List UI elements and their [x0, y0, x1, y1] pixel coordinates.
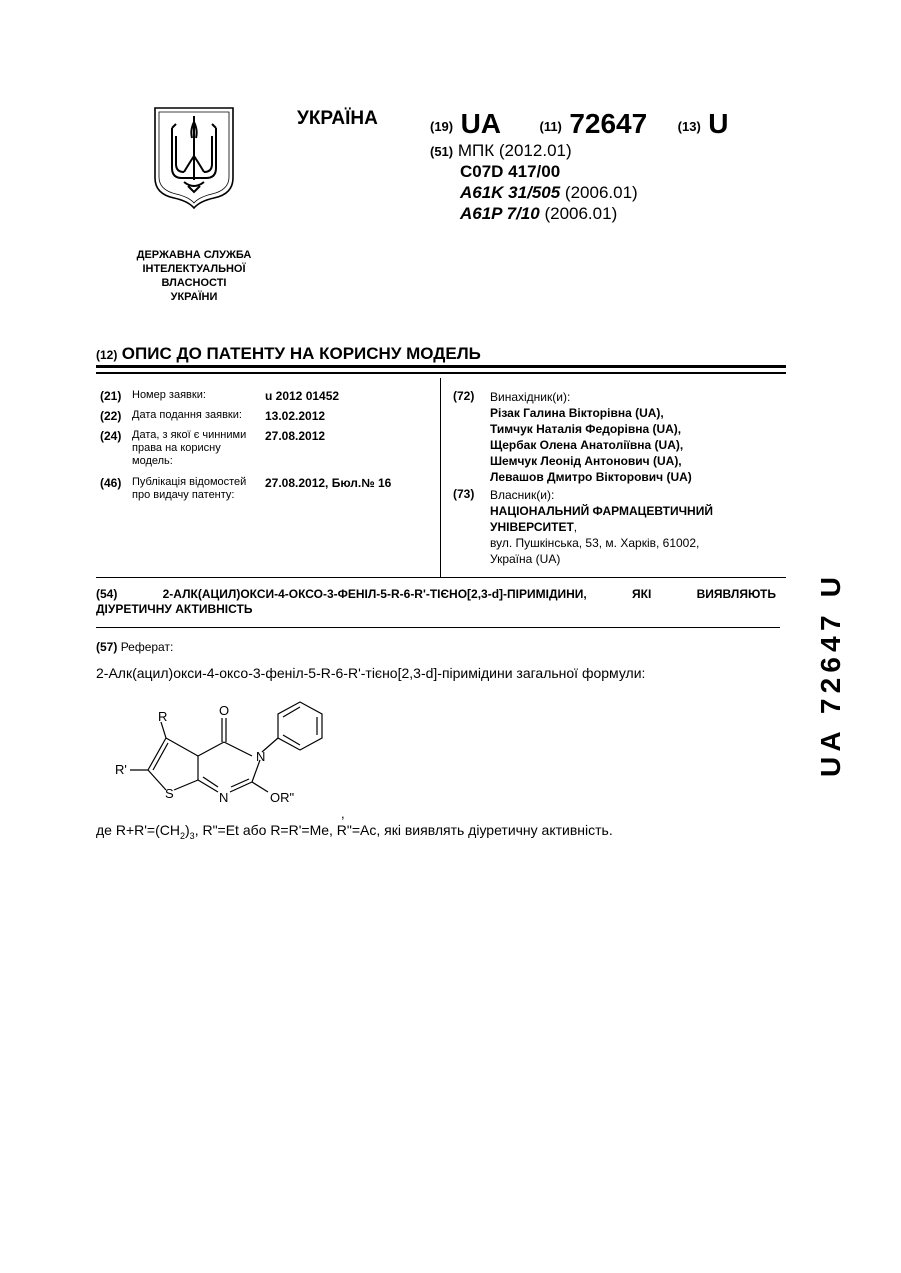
inventor-name: Левашов Дмитро Вікторович (UA) [490, 470, 692, 484]
document-kind: U [708, 108, 729, 139]
abstract-label: Реферат: [120, 640, 174, 654]
bib-label: Публікація відомостей про видачу патенту: [132, 476, 247, 501]
owner-name-line: УНІВЕРСИТЕТ [490, 520, 574, 534]
inventor-name: Різак Галина Вікторівна (UA), [490, 406, 664, 420]
owner-name-line: НАЦІОНАЛЬНИЙ ФАРМАЦЕВТИЧНИЙ [490, 504, 713, 518]
document-title [96, 344, 481, 364]
formula-label-s: S [165, 786, 174, 801]
definition-text: де R+R'=(CH [96, 822, 180, 838]
definition-subscript: 2 [179, 830, 185, 841]
definition-text: ) [185, 822, 190, 838]
code-19-label: (19) [430, 119, 454, 134]
agency-line: ВЛАСНОСТІ [161, 277, 227, 289]
code-54-label: (54) [96, 587, 118, 601]
country-code: UA [460, 108, 502, 139]
patent-number: 72647 [569, 108, 648, 139]
formula-label-r-prime: R' [115, 762, 127, 777]
application-number: u 2012 01452 [265, 389, 340, 403]
inventors-block [490, 389, 692, 485]
agency-line: ІНТЕЛЕКТУАЛЬНОЇ [142, 263, 246, 275]
code-72-label: (72) [453, 389, 475, 403]
definition-text: , R"=Et або R=R'=Me, R"=Ac, які виявлять діуретичну активність. [194, 822, 613, 838]
formula-label-o: O [219, 703, 230, 718]
ipc-class [460, 204, 617, 224]
ipc-class-code: A61P 7/10 [460, 204, 540, 223]
code-12-label: (12) [96, 348, 118, 362]
side-patent-code [808, 575, 848, 780]
formula-label-or: OR" [270, 790, 295, 805]
agency-name [114, 248, 274, 304]
owner-name-comma: , [573, 520, 578, 534]
publication-date: 27.08.2012, Бюл.№ 16 [265, 476, 392, 490]
inventor-name: Тимчук Наталія Федорівна (UA), [490, 422, 682, 436]
chemical-structure [106, 698, 346, 808]
owner-label: Власник(и): [490, 488, 555, 502]
invention-title-word: 2-АЛК(АЦИЛ)ОКСИ-4-ОКСО-3-ФЕНІЛ-5-R-6-R'-ТІЄНО[2,3-d]-ПІРИМІДИНИ, [162, 587, 587, 601]
owner-address-line: Україна (UA) [490, 552, 561, 566]
ipc-header [430, 141, 572, 161]
code-11-label: (11) [539, 119, 562, 134]
bib-rule [96, 577, 786, 578]
inventor-name: Щербак Олена Анатоліївна (UA), [490, 438, 684, 452]
bib-label: Дата, з якої є чинними права на корисну модель: [132, 429, 247, 467]
inventor-name: Шемчук Леонід Антонович (UA), [490, 454, 682, 468]
formula-label-r: R [158, 709, 168, 724]
abstract-definition [96, 822, 613, 841]
agency-line: УКРАЇНИ [170, 291, 218, 303]
bib-code: (24) [100, 429, 122, 443]
invention-title-word: ВИЯВЛЯЮТЬ [696, 587, 776, 601]
ipc-title: МПК (2012.01) [457, 141, 572, 160]
ipc-class [460, 162, 560, 182]
title-rule-thin [96, 372, 786, 374]
ipc-class-code: C07D 417/00 [460, 162, 561, 181]
abstract-heading [96, 640, 173, 654]
ipc-class-code: A61K 31/505 [460, 183, 561, 202]
invention-title [96, 587, 776, 617]
abstract-text: 2-Алк(ацил)окси-4-оксо-3-феніл-5-R-6-R'-тієно[2,3-d]-піримідини загальної формули: [96, 665, 646, 681]
ipc-class-date: (2006.01) [564, 183, 638, 202]
code-57-label: (57) [96, 640, 118, 654]
code-51-label: (51) [430, 144, 454, 159]
code-73-label: (73) [453, 487, 475, 501]
invention-title-word: ЯКІ [632, 587, 652, 601]
side-patent-code-text: UA 72647 U [815, 577, 846, 777]
country-name: УКРАЇНА [297, 108, 378, 129]
ipc-class-date: (2006.01) [544, 204, 618, 223]
invention-title-line2: ДІУРЕТИЧНУ АКТИВНІСТЬ [96, 602, 253, 616]
filing-date: 13.02.2012 [265, 409, 326, 423]
agency-line: ДЕРЖАВНА СЛУЖБА [136, 249, 252, 261]
bib-code: (21) [100, 389, 122, 403]
title-bottom-rule [96, 627, 780, 628]
title-rule-thick [96, 365, 786, 368]
formula-comma: , [341, 806, 345, 821]
definition-subscript: 3 [189, 830, 195, 841]
publication-codes [430, 108, 728, 140]
column-divider [440, 378, 441, 578]
owner-address-line: вул. Пушкінська, 53, м. Харків, 61002, [490, 536, 700, 550]
inventors-label: Винахідник(и): [490, 390, 571, 404]
bib-code: (46) [100, 476, 122, 490]
code-13-label: (13) [677, 119, 701, 134]
owner-block [490, 487, 713, 567]
coat-of-arms-icon [152, 106, 236, 210]
bib-code: (22) [100, 409, 122, 423]
bib-label: Дата подання заявки: [132, 409, 242, 421]
bib-label: Номер заявки: [132, 389, 206, 401]
ipc-class [460, 183, 638, 203]
effective-date: 27.08.2012 [265, 429, 326, 443]
formula-label-n1: N [219, 790, 229, 805]
document-title-text: ОПИС ДО ПАТЕНТУ НА КОРИСНУ МОДЕЛЬ [121, 344, 481, 363]
formula-label-n3: N [256, 749, 266, 764]
